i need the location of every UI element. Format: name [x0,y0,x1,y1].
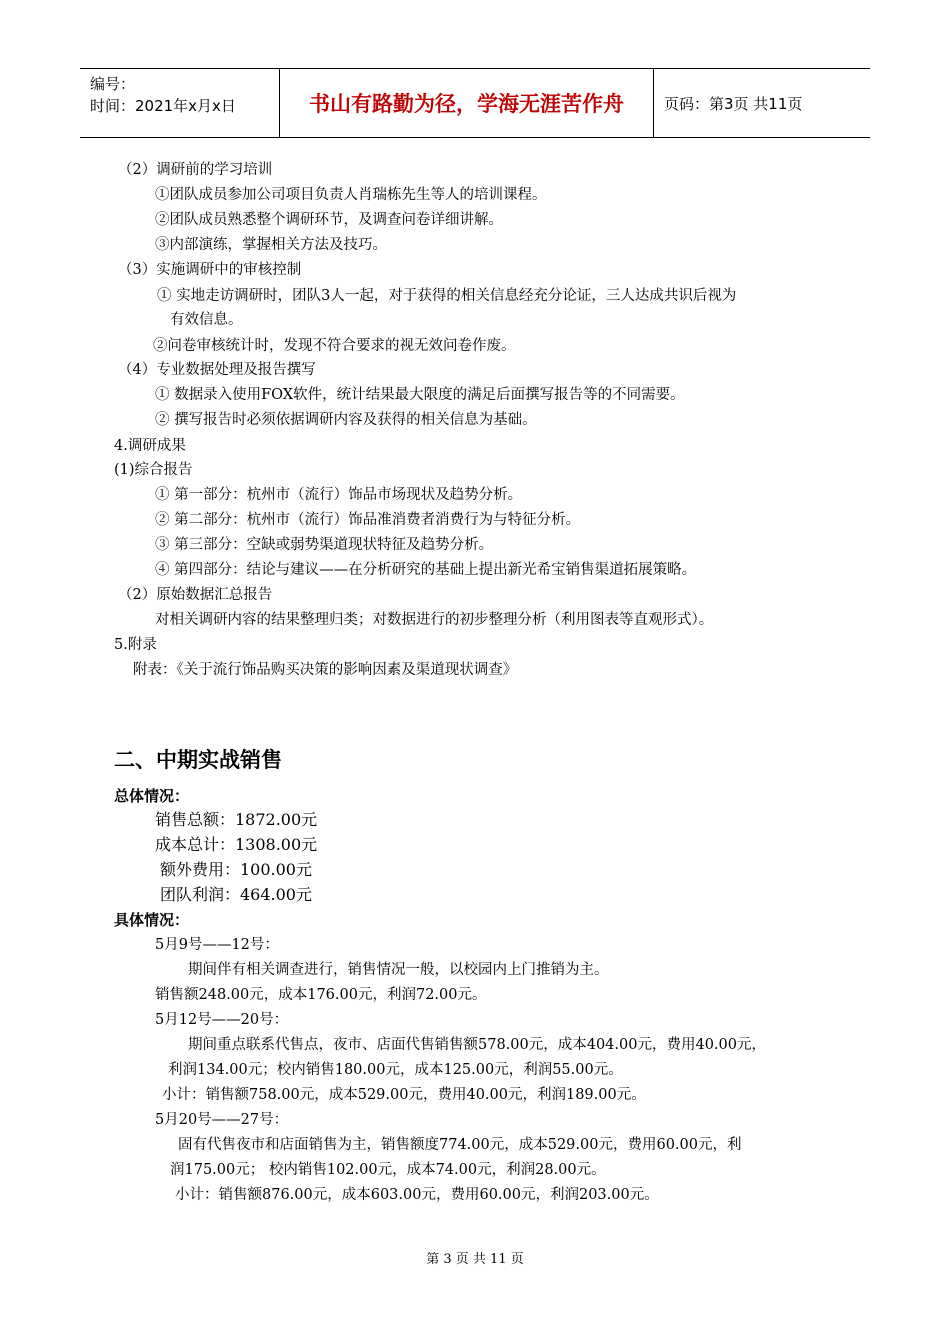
body-line: 对相关调研内容的结果整理归类；对数据进行的初步整理分析（利用图表等直观形式）。 [155,612,714,628]
body-line: 4.调研成果 [114,438,186,454]
body-line: ② 撰写报告时必须依据调研内容及获得的相关信息为基础。 [155,412,537,428]
header-time: 时间：2021年x月x日 [90,97,236,115]
body-line: (1)综合报告 [114,462,193,478]
body-line: ① 实地走访调研时，团队3人一起，对于获得的相关信息经充分论证，三人达成共识后视为 [157,288,737,304]
detail-line: 固有代售夜市和店面销售为主，销售额度774.00元，成本529.00元，费用60.00元，利 [178,1137,742,1153]
body-line: ②团队成员熟悉整个调研环节，及调查问卷详细讲解。 [155,212,503,228]
overall-item: 额外费用：100.00元 [160,860,312,879]
detail-line: 5月9号——12号： [155,937,279,953]
header-page: 页码：第3页 共11页 [664,94,803,113]
detail-line: 5月12号——20号： [155,1012,289,1028]
detail-line: 5月20号——27号： [155,1112,289,1128]
body-line: ① 数据录入使用FOX软件，统计结果最大限度的满足后面撰写报告等的不同需要。 [155,387,685,403]
body-line: 有效信息。 [170,312,243,328]
page-footer: 第 3 页 共 11 页 [426,1252,524,1267]
section-title: 二、中期实战销售 [114,748,282,772]
header-meta [80,69,280,137]
overall-item: 团队利润：464.00元 [160,885,312,904]
overall-label: 总体情况： [114,787,190,805]
body-line: ②问卷审核统计时，发现不符合要求的视无效问卷作废。 [153,338,516,354]
body-line: （2）调研前的学习培训 [118,162,273,178]
detail-line: 利润134.00元；校内销售180.00元，成本125.00元，利润55.00元。 [168,1062,623,1078]
body-line: （2）原始数据汇总报告 [118,587,273,603]
header-motto: 书山有路勤为径，学海无涯苦作舟 [280,69,654,137]
body-line: ③内部演练，掌握相关方法及技巧。 [155,237,387,253]
body-line: ④ 第四部分：结论与建议——在分析研究的基础上提出新光希宝销售渠道拓展策略。 [155,562,697,578]
overall-item: 成本总计：1308.00元 [155,835,318,854]
body-line: 5.附录 [114,637,157,653]
detail-line: 期间伴有相关调查进行，销售情况一般，以校园内上门推销为主。 [188,962,609,978]
detail-line: 销售额248.00元，成本176.00元，利润72.00元。 [155,987,487,1003]
detail-line: 期间重点联系代售点，夜市、店面代售销售额578.00元，成本404.00元，费用40.00元， [188,1037,766,1053]
body-line: （4）专业数据处理及报告撰写 [118,362,316,378]
body-line: ③ 第三部分：空缺或弱势渠道现状特征及趋势分析。 [155,537,494,553]
page-header [80,68,870,138]
body-line: ② 第二部分：杭州市（流行）饰品准消费者消费行为与特征分析。 [155,512,581,528]
detail-label: 具体情况： [114,911,190,929]
overall-item: 销售总额：1872.00元 [155,810,318,829]
header-number: 编号： [90,75,136,93]
body-line: （3）实施调研中的审核控制 [118,262,302,278]
body-line: ①团队成员参加公司项目负责人肖瑞栋先生等人的培训课程。 [155,187,547,203]
detail-line: 小计：销售额876.00元，成本603.00元，费用60.00元，利润203.00元。 [175,1187,659,1203]
detail-line: 小计：销售额758.00元，成本529.00元，费用40.00元，利润189.00元。 [162,1087,646,1103]
detail-line: 润175.00元； 校内销售102.00元，成本74.00元，利润28.00元。 [170,1162,606,1178]
body-line: ① 第一部分：杭州市（流行）饰品市场现状及趋势分析。 [155,487,523,503]
body-line: 附表：《关于流行饰品购买决策的影响因素及渠道现状调查》 [133,662,518,678]
